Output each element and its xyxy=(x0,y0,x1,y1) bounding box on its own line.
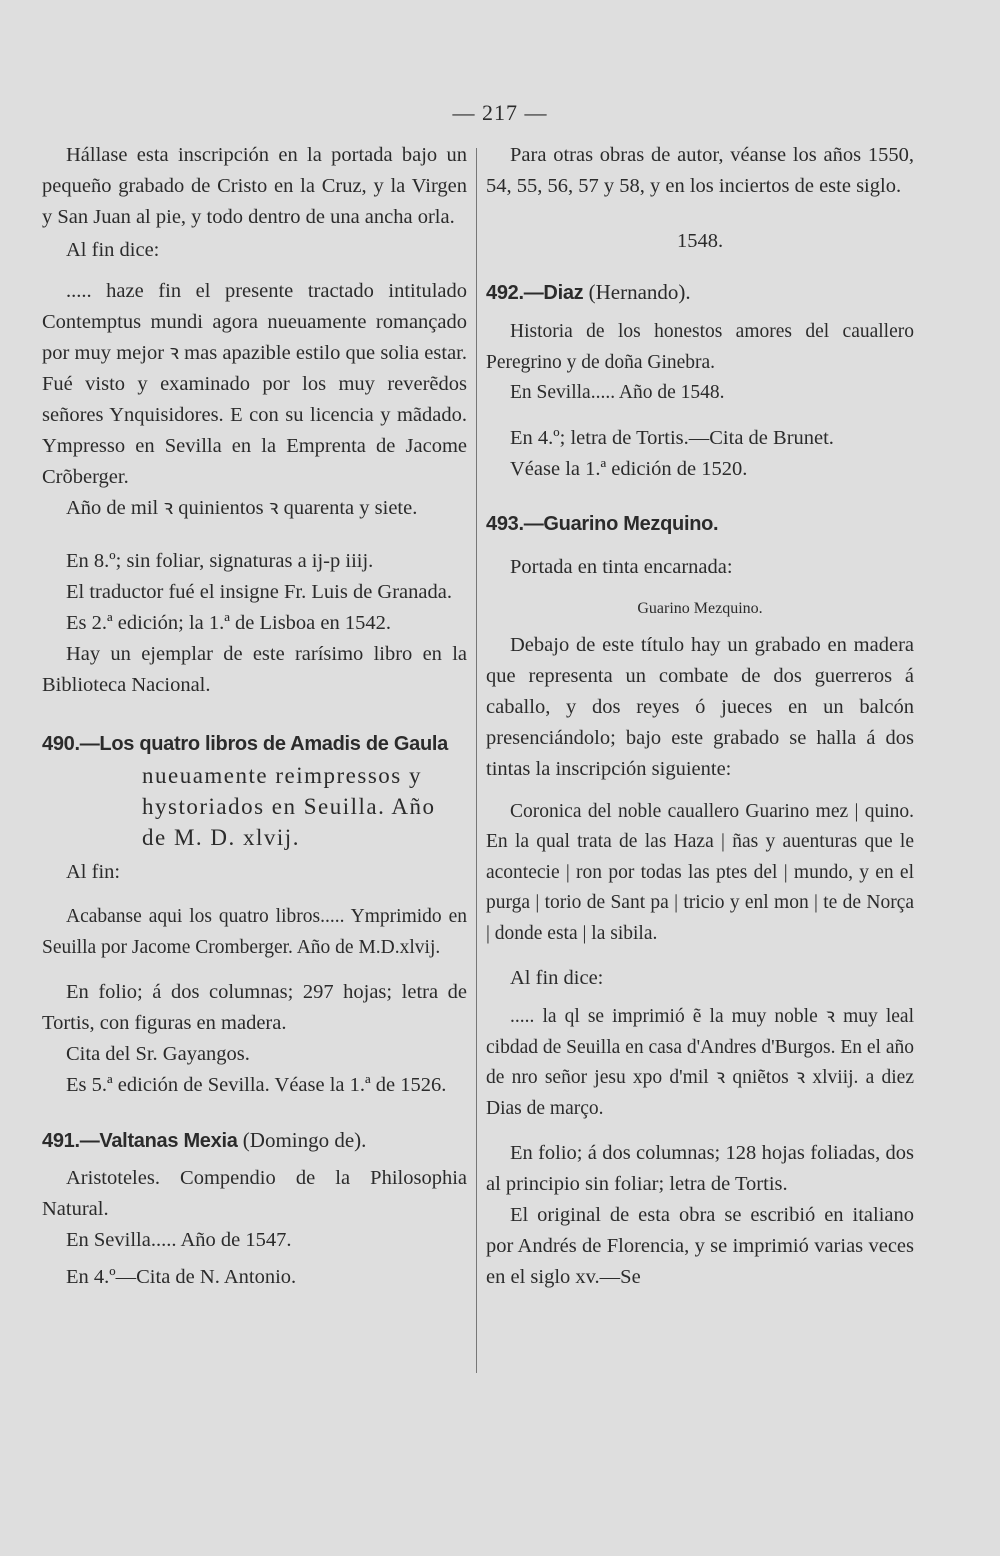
entry-heading: 490.—Los quatro libros de Amadis de Gaula xyxy=(42,733,448,755)
entry-490-title: nueuamente reimpressos y hystoriados en Seuilla. Año de M. D. xlvij. xyxy=(142,763,436,850)
entry-491-title: Aristoteles. Compendio de la Philosophia Natural. xyxy=(42,1167,467,1220)
entry-491-description: En 4.º—Cita de N. Antonio. xyxy=(66,1266,297,1288)
page-number: — 217 — xyxy=(452,100,548,125)
entry-490-alfin: Al fin: xyxy=(66,861,121,883)
entry-493-original: El original de esta obra se escribió en italiano por Andrés de Florencia, y se imprimió varias veces en el siglo xv.—Se xyxy=(486,1204,914,1288)
entry-491-place: En Sevilla..... Año de 1547. xyxy=(66,1229,292,1251)
left-column xyxy=(42,140,467,1293)
entry-493-alfin: Al fin dice: xyxy=(510,967,604,989)
entry-490-citation: Cita del Sr. Gayangos. xyxy=(66,1043,250,1065)
entry-492-place: En Sevilla..... Año de 1548. xyxy=(510,382,725,403)
paragraph: Hállase esta inscripción en la portada bajo un pequeño grabado de Cristo en la Cruz, y la Virgen y San Juan al pie, y todo dentro de una ancha orla. xyxy=(42,144,467,228)
entry-492-heading xyxy=(486,277,914,309)
entry-490-heading xyxy=(42,729,467,760)
entry-491-heading xyxy=(42,1125,467,1157)
quoted-colophon: ..... haze fin el presente tractado intitulado Contemptus mundi agora nueuamente romançado por muy mejor ꝛ mas apazible estilo que solia estar. Fué visto y examinado por los muy reverẽdos señores Ynquisidores. E con su licencia y mãdado. Ympresso en Sevilla en la Emprenta de Jacome Crõberger. xyxy=(42,280,467,488)
entry-heading-rest: (Domingo de). xyxy=(237,1128,367,1152)
paragraph: En 8.º; sin foliar, signaturas a ij-p iiij. xyxy=(66,550,374,572)
entry-492-edition: Véase la 1.ª edición de 1520. xyxy=(510,457,748,480)
paragraph: Para otras obras de autor, véanse los años 1550, 54, 55, 56, 57 y 58, y en los inciertos de este siglo. xyxy=(486,144,914,197)
paragraph: Al fin dice: xyxy=(66,239,160,261)
entry-492-title: Historia de los honestos amores del cauallero Peregrino y de doña Ginebra. xyxy=(486,321,914,373)
entry-493-portada: Portada en tinta encarnada: xyxy=(510,555,733,578)
year-heading: 1548. xyxy=(676,230,724,252)
entry-490-edition: Es 5.ª edición de Sevilla. Véase la 1.ª de 1526. xyxy=(66,1074,447,1096)
entry-heading: 491.—Valtanas Mexia xyxy=(42,1130,238,1152)
paragraph: El traductor fué el insigne Fr. Luis de Granada. xyxy=(66,581,452,603)
entry-493-physical: En folio; á dos columnas; 128 hojas foliadas, dos al principio sin foliar; letra de Tortis. xyxy=(486,1142,914,1195)
entry-490-colophon: Acabanse aqui los quatro libros..... Ymprimido en Seuilla por Jacome Cromberger. Año de M.D.xlvij. xyxy=(42,906,467,958)
paragraph: Hay un ejemplar de este rarísimo libro en la Biblioteca Nacional. xyxy=(42,643,467,696)
entry-heading: 493.—Guarino Mezquino. xyxy=(486,512,719,535)
column-divider xyxy=(476,148,477,1373)
entry-493-inscription: Coronica del noble cauallero Guarino mez | quino. En la qual trata de las Haza | ñas y auenturas que le acontecie | ron por todas las ptes del | mundo, y en el purga | torio de Sant pa | tricio y enl mon | te de Norça | donde esta | la sibila. xyxy=(486,800,914,944)
entry-heading-rest: (Hernando). xyxy=(583,280,691,304)
entry-490-description: En folio; á dos columnas; 297 hojas; letra de Tortis, con figuras en madera. xyxy=(42,981,467,1034)
entry-492-description: En 4.º; letra de Tortis.—Cita de Brunet. xyxy=(510,426,834,449)
right-column xyxy=(486,140,914,1293)
entry-493-colophon: ..... la ql se imprimió ẽ la muy noble ꝛ muy leal cibdad de Seuilla en casa d'Andres d'Burgos. En el año de nro señor jesu xpo d'mil ꝛ qniẽtos ꝛ xlviij. a diez Dias de março. xyxy=(486,1006,914,1119)
entry-493-title: Guarino Mezquino. xyxy=(637,599,763,617)
paragraph: Es 2.ª edición; la 1.ª de Lisboa en 1542. xyxy=(66,612,392,634)
entry-493-heading xyxy=(486,509,914,540)
entry-493-description: Debajo de este título hay un grabado en madera que representa un combate de dos guerreros á caballo, y dos reyes ó jueces en un balcón presenciándolo; bajo este grabado se halla á dos tintas la inscripción siguiente: xyxy=(486,633,914,780)
entry-heading: 492.—Diaz xyxy=(486,282,584,304)
quoted-colophon-end: Año de mil ꝛ quinientos ꝛ quarenta y siete. xyxy=(66,497,418,519)
